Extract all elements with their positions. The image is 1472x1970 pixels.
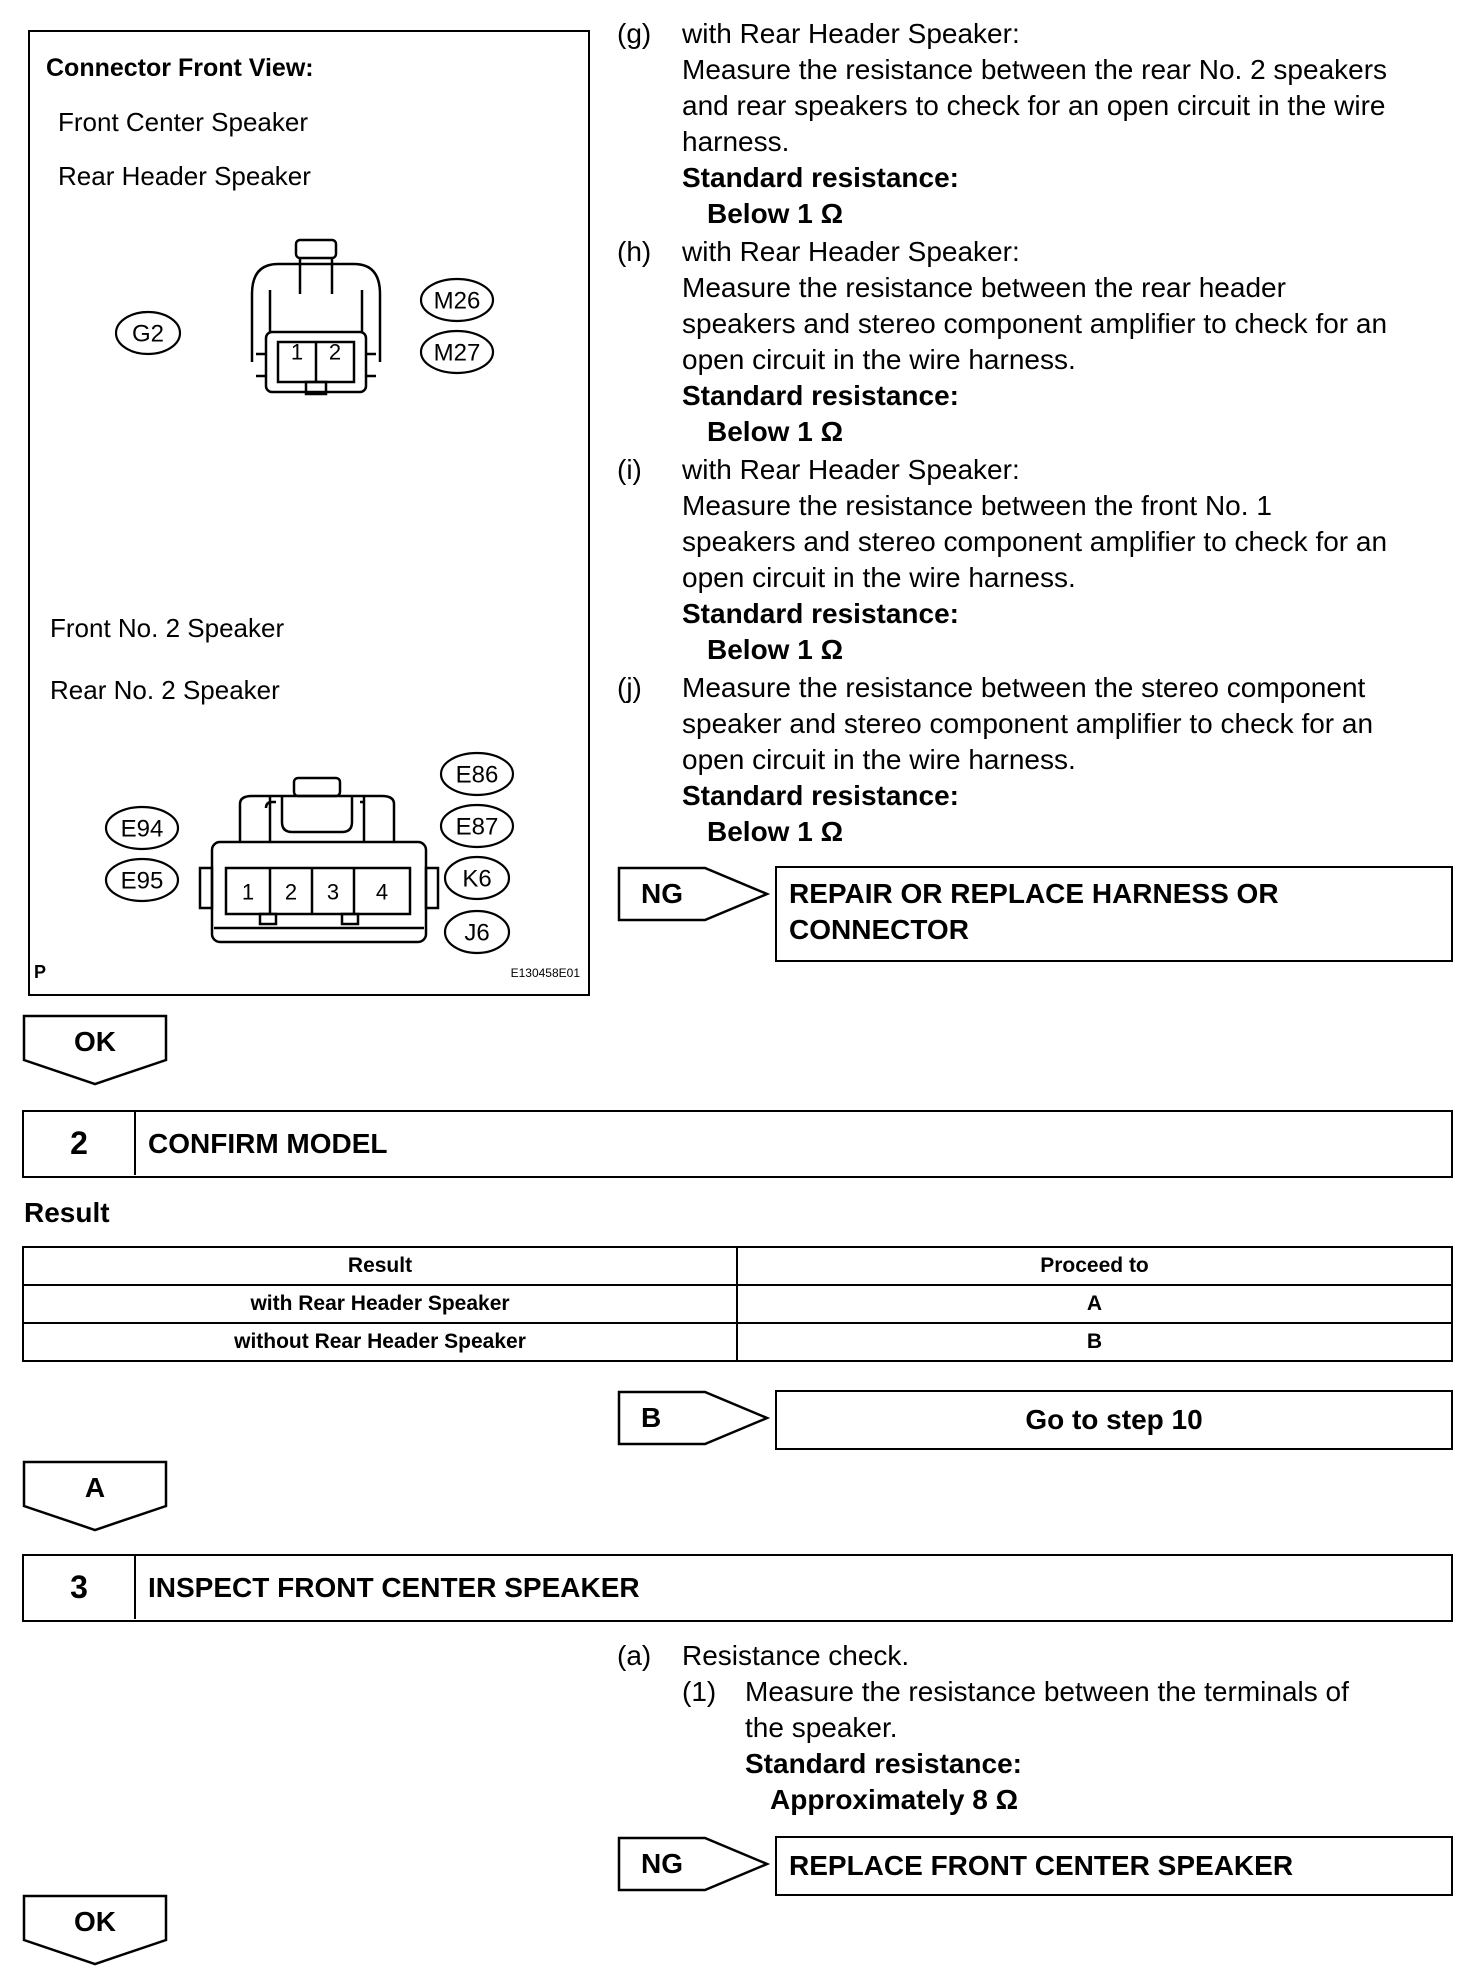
pin-bot-1: 1 <box>241 879 255 905</box>
step-2-header <box>22 1110 1453 1178</box>
code-e86: E86 <box>455 761 499 789</box>
label-front-center-speaker: Front Center Speaker <box>58 107 309 137</box>
std-value: Below 1 Ω <box>707 198 844 229</box>
step-h-line: Measure the resistance between the rear header <box>682 272 1286 303</box>
label-rear-no2-speaker: Rear No. 2 Speaker <box>50 675 280 705</box>
label-rear-header-speaker: Rear Header Speaker <box>58 161 311 191</box>
code-m27: M27 <box>433 339 481 367</box>
step-i-line: Measure the resistance between the front No. 1 <box>682 490 1272 521</box>
pin-bot-2: 2 <box>284 879 298 905</box>
pin-bot-4: 4 <box>375 879 389 905</box>
marker-j: (j) <box>617 672 642 703</box>
step-3-title: INSPECT FRONT CENTER SPEAKER <box>148 1572 640 1603</box>
figure-title: Connector Front View: <box>46 54 314 82</box>
marker-g: (g) <box>617 18 652 49</box>
marker-i: (i) <box>617 454 642 485</box>
std-value: Below 1 Ω <box>707 816 844 847</box>
step-g-line: Measure the resistance between the rear No. 2 speakers <box>682 54 1388 85</box>
ng-action-text-2: REPLACE FRONT CENTER SPEAKER <box>789 1850 1294 1881</box>
ok-tag-2: OK <box>74 1906 116 1937</box>
ng-tag-1: NG <box>641 878 683 909</box>
connector-diagram <box>30 32 588 994</box>
result-table <box>22 1246 1453 1362</box>
connector-4pin <box>200 778 438 942</box>
step-g-line: and rear speakers to check for an open circuit in the wire <box>682 90 1386 121</box>
marker-1: (1) <box>682 1676 717 1707</box>
table-cell: without Rear Header Speaker <box>23 1323 737 1361</box>
connector-2pin <box>252 240 380 394</box>
step-j-line: open circuit in the wire harness. <box>682 744 1076 775</box>
step-j-line: speaker and stereo component amplifier to check for an <box>682 708 1374 739</box>
table-cell: B <box>737 1323 1452 1361</box>
code-j6: J6 <box>464 919 490 947</box>
code-e94: E94 <box>120 815 164 843</box>
step-h-line: with Rear Header Speaker: <box>682 236 1020 267</box>
table-row <box>23 1323 1452 1361</box>
ng-tag-2: NG <box>641 1848 683 1879</box>
b-action-box <box>775 1390 1453 1450</box>
b-action-text: Go to step 10 <box>1025 1404 1203 1435</box>
step-2-number: 2 <box>70 1125 88 1161</box>
corner-code: P <box>34 962 47 982</box>
table-header-row <box>23 1247 1452 1285</box>
step-i-line: open circuit in the wire harness. <box>682 562 1076 593</box>
figure-code: E130458E01 <box>510 966 580 980</box>
table-cell: A <box>737 1285 1452 1323</box>
table-row <box>23 1285 1452 1323</box>
code-k6: K6 <box>462 865 492 893</box>
step-h-line: open circuit in the wire harness. <box>682 344 1076 375</box>
ok-tag-1: OK <box>74 1026 116 1057</box>
std-label: Standard resistance: <box>682 380 959 411</box>
label-front-no2-speaker: Front No. 2 Speaker <box>50 613 285 643</box>
pin-top-1: 1 <box>290 339 304 365</box>
marker-h: (h) <box>617 236 652 267</box>
step-i-line: speakers and stereo component amplifier to check for an <box>682 526 1388 557</box>
pin-bot-3: 3 <box>326 879 340 905</box>
std-value: Approximately 8 Ω <box>770 1784 1019 1815</box>
pin-top-2: 2 <box>328 339 342 365</box>
ng-action-line: REPAIR OR REPLACE HARNESS OR <box>789 878 1279 909</box>
step-3-number: 3 <box>70 1569 88 1605</box>
a-tag: A <box>84 1472 106 1503</box>
table-header: Result <box>23 1247 737 1285</box>
a-text: Resistance check. <box>682 1640 910 1671</box>
ng-action-line: CONNECTOR <box>789 914 969 945</box>
ng-action-box-2 <box>775 1836 1453 1896</box>
step-i-line: with Rear Header Speaker: <box>682 454 1020 485</box>
code-g2: G2 <box>131 320 165 348</box>
marker-a: (a) <box>617 1640 652 1671</box>
table-cell: with Rear Header Speaker <box>23 1285 737 1323</box>
code-e95: E95 <box>120 867 164 895</box>
std-label: Standard resistance: <box>682 162 959 193</box>
std-label: Standard resistance: <box>682 598 959 629</box>
b-tag: B <box>641 1402 662 1433</box>
ng-action-box-1 <box>775 866 1453 962</box>
table-header: Proceed to <box>737 1247 1452 1285</box>
step-3-header <box>22 1554 1453 1622</box>
std-value: Below 1 Ω <box>707 416 844 447</box>
connector-figure <box>28 30 590 996</box>
step-g-line: with Rear Header Speaker: <box>682 18 1020 49</box>
step-2-title: CONFIRM MODEL <box>148 1128 388 1159</box>
code-m26: M26 <box>433 287 481 315</box>
std-label: Standard resistance: <box>745 1748 1022 1779</box>
sub-line: the speaker. <box>745 1712 898 1743</box>
result-heading: Result <box>24 1197 110 1228</box>
std-label: Standard resistance: <box>682 780 959 811</box>
sub-line: Measure the resistance between the terminals of <box>745 1676 1349 1707</box>
step-g-line: harness. <box>682 126 790 157</box>
code-e87: E87 <box>455 813 499 841</box>
std-value: Below 1 Ω <box>707 634 844 665</box>
step-h-line: speakers and stereo component amplifier to check for an <box>682 308 1388 339</box>
step-j-line: Measure the resistance between the stereo component <box>682 672 1366 703</box>
